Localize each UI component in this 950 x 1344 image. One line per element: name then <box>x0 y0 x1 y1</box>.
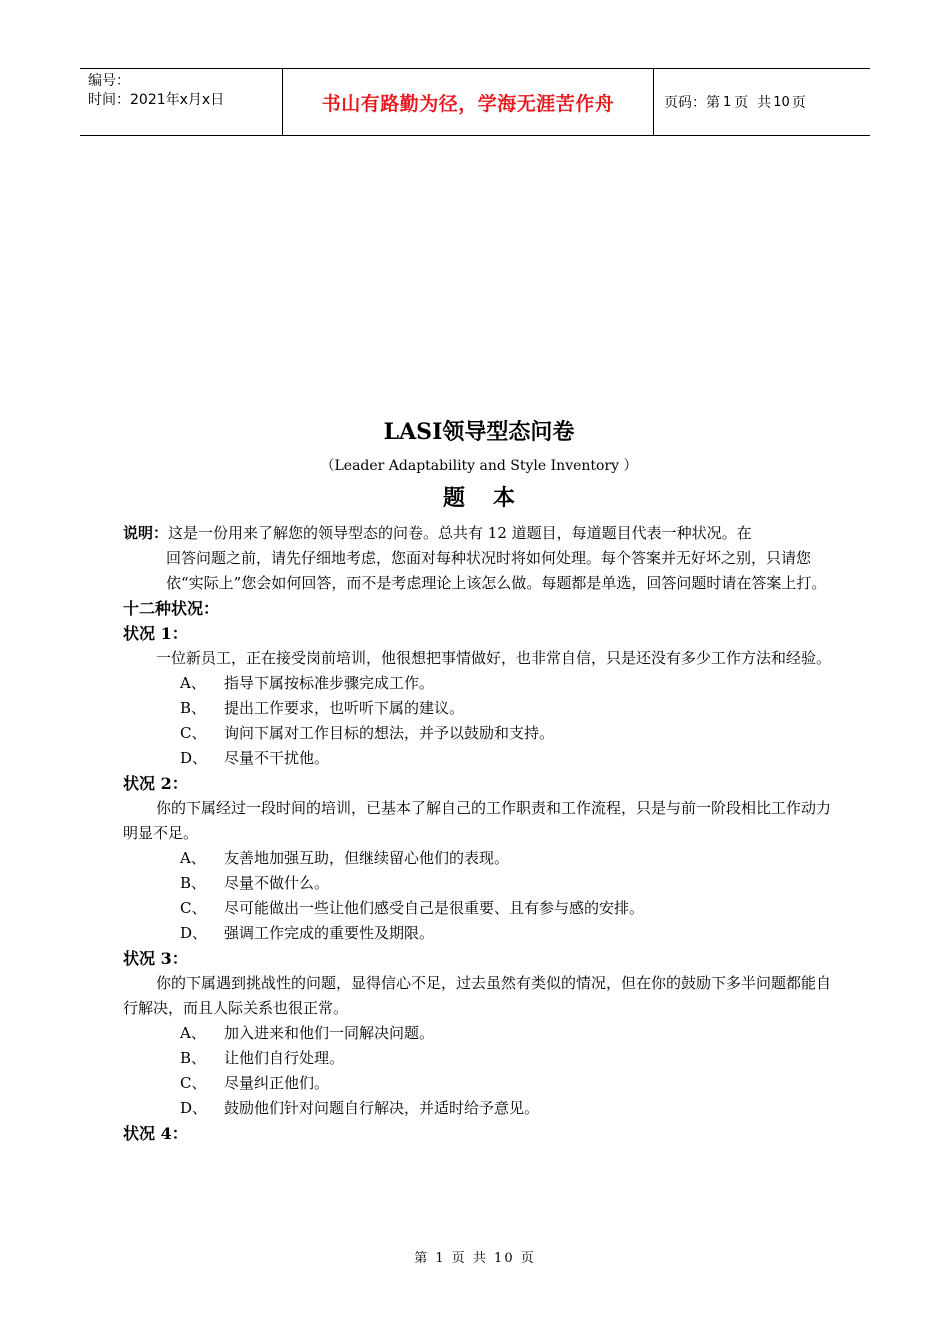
option-key: B、 <box>180 699 207 717</box>
situation-heading: 状况 2： <box>123 774 188 793</box>
option-text: 加入进来和他们一同解决问题。 <box>224 1024 435 1042</box>
option-text: 友善地加强互助，但继续留心他们的表现。 <box>224 849 510 867</box>
option-key: B、 <box>180 1049 207 1067</box>
option-text: 尽量不干扰他。 <box>224 749 330 767</box>
option-key: C、 <box>180 899 207 917</box>
situations-list <box>123 621 835 1146</box>
header-motto: 书山有路勤为径，学海无涯苦作舟 <box>321 92 615 115</box>
situation-block <box>123 946 835 1121</box>
option-text: 提出工作要求，也听听下属的建议。 <box>224 699 465 717</box>
option-key: C、 <box>180 724 207 742</box>
option-text: 强调工作完成的重要性及期限。 <box>224 924 435 942</box>
option-key: D、 <box>180 749 208 767</box>
option-key: A、 <box>180 674 206 692</box>
answer-option[interactable] <box>123 721 835 746</box>
option-text: 尽量不做什么。 <box>224 874 330 892</box>
answer-option[interactable] <box>123 746 835 771</box>
answer-option[interactable] <box>123 696 835 721</box>
answer-option[interactable] <box>123 921 835 946</box>
page-end-label: 页 <box>791 95 806 111</box>
answer-option[interactable] <box>123 846 835 871</box>
page-total: 10 <box>773 94 790 110</box>
situation-description: 你的下属遇到挑战性的问题，显得信心不足，过去虽然有类似的情况，但在你的鼓励下多半问题都能自行解决，而且人际关系也很正常。 <box>123 974 832 1017</box>
answer-option[interactable] <box>123 1096 835 1121</box>
instructions-text: 回答问题之前，请先仔细地考虑，您面对每种状况时将如何处理。每个答案并无好坏之别，只请您依“实际上”您会如何回答，而不是考虑理论上该怎么做。每题都是单选，回答问题时请在答案上打。 <box>166 549 827 592</box>
answer-option[interactable] <box>123 1046 835 1071</box>
answer-option[interactable] <box>123 671 835 696</box>
answer-option[interactable] <box>123 896 835 921</box>
page-label: 页码：第 <box>664 95 720 111</box>
situation-block <box>123 621 835 771</box>
situation-heading: 状况 3： <box>123 949 188 968</box>
situation-block <box>123 771 835 946</box>
option-key: C、 <box>180 1074 207 1092</box>
situation-description: 你的下属经过一段时间的培训，已基本了解自己的工作职责和工作流程，只是与前一阶段相比工作动力明显不足。 <box>123 799 832 842</box>
option-key: A、 <box>180 849 206 867</box>
doc-number-label: 编号： <box>88 73 130 89</box>
document-subtitle: （Leader Adaptability and Style Inventory ） <box>320 458 638 474</box>
situation-heading: 状况 4： <box>123 1124 188 1143</box>
instructions <box>123 521 835 596</box>
situation-heading: 状况 1： <box>123 624 188 643</box>
option-text: 尽可能做出一些让他们感受自己是很重要、且有参与感的安排。 <box>224 899 645 917</box>
document-body <box>123 415 835 1146</box>
document-title: LASI领导型态问卷 <box>383 419 575 445</box>
page-number: 1 <box>723 94 732 110</box>
page-footer: 第 1 页 共 10 页 <box>414 1251 536 1266</box>
instructions-first-line: 这是一份用来了解您的领导型态的问卷。总共有 12 道题目，每道题目代表一种状况。在 <box>168 524 752 542</box>
doc-time-label: 时间：2021年x月x日 <box>88 92 225 108</box>
header-page-info <box>654 69 870 135</box>
option-text: 让他们自行处理。 <box>224 1049 345 1067</box>
header-meta <box>80 69 282 135</box>
option-key: D、 <box>180 1099 208 1117</box>
answer-option[interactable] <box>123 1071 835 1096</box>
situations-heading: 十二种状况： <box>123 599 220 618</box>
option-text: 询问下属对工作目标的想法，并予以鼓励和支持。 <box>224 724 555 742</box>
option-key: A、 <box>180 1024 206 1042</box>
answer-option[interactable] <box>123 1021 835 1046</box>
option-text: 鼓励他们针对问题自行解决，并适时给予意见。 <box>224 1099 540 1117</box>
option-text: 指导下属按标准步骤完成工作。 <box>224 674 435 692</box>
situation-description: 一位新员工，正在接受岗前培训，他很想把事情做好，也非常自信，只是还没有多少工作方法和经验。 <box>156 649 832 667</box>
option-text: 尽量纠正他们。 <box>224 1074 330 1092</box>
option-key: D、 <box>180 924 208 942</box>
answer-option[interactable] <box>123 871 835 896</box>
instructions-label: 说明： <box>123 524 169 542</box>
page-mid-label: 页 共 <box>734 95 772 111</box>
document-section-heading: 题本 <box>442 485 543 511</box>
situation-block <box>123 1121 835 1146</box>
option-key: B、 <box>180 874 207 892</box>
page-header <box>80 68 870 136</box>
header-motto-cell <box>282 69 654 135</box>
